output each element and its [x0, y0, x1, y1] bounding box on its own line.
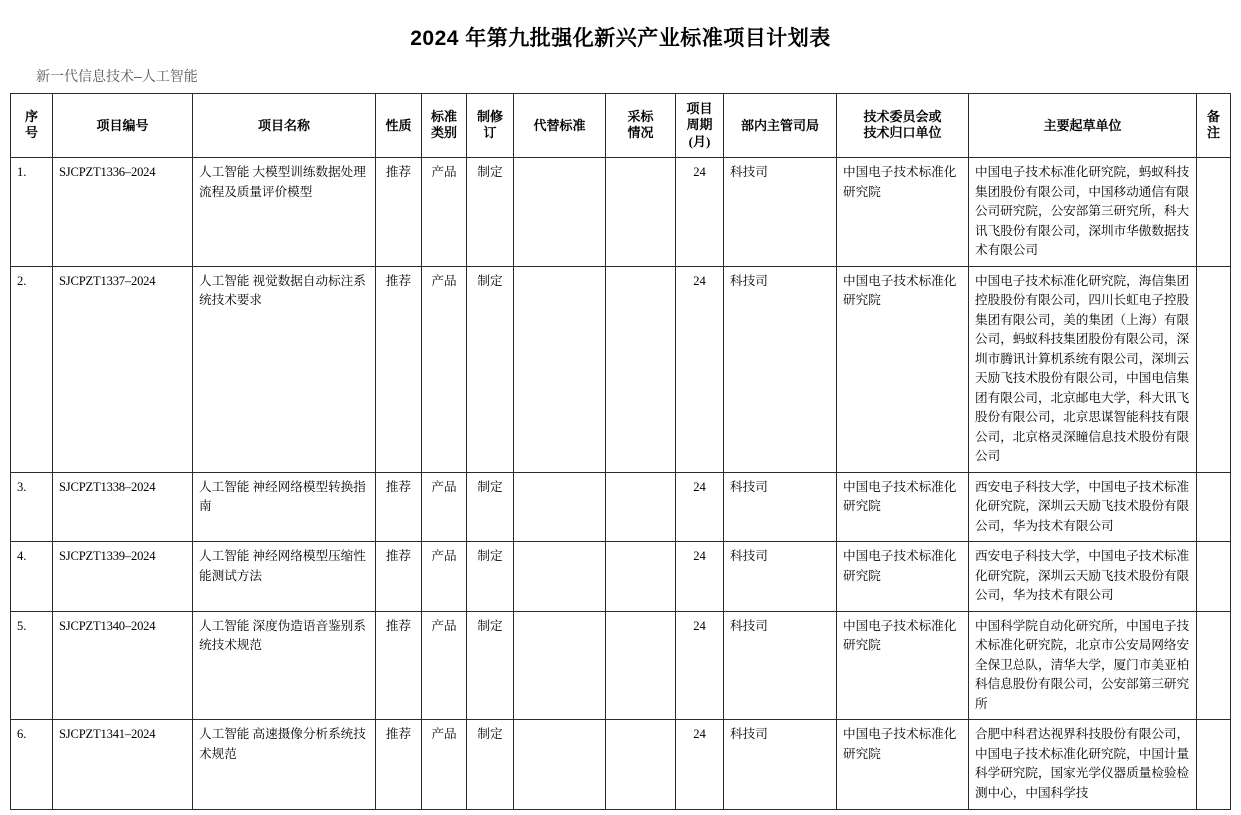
cell-name: 人工智能 视觉数据自动标注系统技术要求: [193, 266, 376, 472]
cell-drafting-organizations: 西安电子科技大学，中国电子技术标准化研究院，深圳云天励飞技术股份有限公司，华为技术有限公司: [969, 472, 1197, 542]
cell-technical-committee: 中国电子技术标准化研究院: [837, 266, 969, 472]
cell-category: 产品: [422, 611, 467, 720]
column-header-name: [193, 94, 376, 158]
cell-no: 3.: [11, 472, 53, 542]
cell-adoption: [606, 720, 676, 809]
cell-department: 科技司: [724, 266, 837, 472]
cell-name: 人工智能 神经网络模型压缩性能测试方法: [193, 542, 376, 612]
table-head: [11, 94, 1231, 158]
cell-nature: 推荐: [376, 158, 422, 267]
column-header-category-label: 标准 类别: [430, 109, 457, 141]
column-header-nature-label: 性质: [385, 117, 412, 133]
table-row: [11, 720, 1231, 809]
cell-category: 产品: [422, 158, 467, 267]
column-header-code: [53, 94, 193, 158]
page-title: 2024 年第九批强化新兴产业标准项目计划表: [410, 27, 831, 50]
cell-revision: 制定: [467, 611, 514, 720]
table-row: [11, 472, 1231, 542]
cell-name: 人工智能 深度伪造语音鉴别系统技术规范: [193, 611, 376, 720]
cell-code: SJCPZT1341–2024: [53, 720, 193, 809]
cell-drafting-organizations: 中国电子技术标准化研究院，蚂蚁科技集团股份有限公司，中国移动通信有限公司研究院，公安部第三研究所，科大讯飞股份有限公司，深圳市华傲数据技术有限公司: [969, 158, 1197, 267]
cell-replaced: [514, 611, 606, 720]
column-header-category: [422, 94, 467, 158]
cell-code: SJCPZT1338–2024: [53, 472, 193, 542]
cell-replaced: [514, 542, 606, 612]
column-header-technical-committee: [837, 94, 969, 158]
cell-replaced: [514, 158, 606, 267]
cell-cycle: 24: [676, 720, 724, 809]
cell-remark: [1197, 158, 1231, 267]
cell-name: 人工智能 大模型训练数据处理流程及质量评价模型: [193, 158, 376, 267]
cell-no: 6.: [11, 720, 53, 809]
table-header-row: [11, 94, 1231, 158]
column-header-department-label: 部内主管司局: [740, 117, 819, 133]
cell-cycle: 24: [676, 158, 724, 267]
column-header-department: [724, 94, 837, 158]
cell-cycle: 24: [676, 542, 724, 612]
cell-nature: 推荐: [376, 472, 422, 542]
column-header-revision-label: 制修 订: [476, 109, 503, 141]
cell-revision: 制定: [467, 720, 514, 809]
column-header-remark: [1197, 94, 1231, 158]
cell-remark: [1197, 472, 1231, 542]
cell-code: SJCPZT1340–2024: [53, 611, 193, 720]
table-body: [11, 158, 1231, 809]
cell-adoption: [606, 611, 676, 720]
cell-technical-committee: 中国电子技术标准化研究院: [837, 611, 969, 720]
cell-adoption: [606, 266, 676, 472]
cell-no: 2.: [11, 266, 53, 472]
table-row: [11, 158, 1231, 267]
column-header-code-label: 项目编号: [96, 117, 149, 133]
cell-no: 1.: [11, 158, 53, 267]
table-row: [11, 266, 1231, 472]
cell-category: 产品: [422, 472, 467, 542]
cell-replaced: [514, 266, 606, 472]
cell-replaced: [514, 720, 606, 809]
cell-revision: 制定: [467, 542, 514, 612]
table-row: [11, 611, 1231, 720]
cell-no: 5.: [11, 611, 53, 720]
column-header-drafting-organizations: [969, 94, 1197, 158]
cell-no: 4.: [11, 542, 53, 612]
cell-nature: 推荐: [376, 542, 422, 612]
column-header-nature: [376, 94, 422, 158]
cell-drafting-organizations: 中国科学院自动化研究所，中国电子技术标准化研究院，北京市公安局网络安全保卫总队，清华大学，厦门市美亚柏科信息股份有限公司，公安部第三研究所: [969, 611, 1197, 720]
column-header-technical-committee-label: 技术委员会或 技术归口单位: [863, 109, 942, 141]
cell-adoption: [606, 158, 676, 267]
cell-code: SJCPZT1337–2024: [53, 266, 193, 472]
column-header-adoption: [606, 94, 676, 158]
cell-category: 产品: [422, 720, 467, 809]
column-header-replaced-label: 代替标准: [533, 117, 586, 133]
cell-name: 人工智能 高速摄像分析系统技术规范: [193, 720, 376, 809]
cell-code: SJCPZT1336–2024: [53, 158, 193, 267]
cell-code: SJCPZT1339–2024: [53, 542, 193, 612]
table-row: [11, 542, 1231, 612]
cell-department: 科技司: [724, 158, 837, 267]
cell-technical-committee: 中国电子技术标准化研究院: [837, 158, 969, 267]
column-header-name-label: 项目名称: [257, 117, 310, 133]
column-header-drafting-organizations-label: 主要起草单位: [1043, 117, 1122, 133]
cell-adoption: [606, 472, 676, 542]
cell-nature: 推荐: [376, 720, 422, 809]
cell-cycle: 24: [676, 266, 724, 472]
column-header-no: [11, 94, 53, 158]
cell-technical-committee: 中国电子技术标准化研究院: [837, 720, 969, 809]
cell-drafting-organizations: 西安电子科技大学，中国电子技术标准化研究院，深圳云天励飞技术股份有限公司，华为技术有限公司: [969, 542, 1197, 612]
column-header-cycle-label: 项目 周期 (月): [686, 101, 713, 149]
cell-nature: 推荐: [376, 266, 422, 472]
column-header-revision: [467, 94, 514, 158]
cell-drafting-organizations: 中国电子技术标准化研究院，海信集团控股股份有限公司，四川长虹电子控股集团有限公司，美的集团（上海）有限公司，蚂蚁科技集团股份有限公司，深圳市腾讯计算机系统有限公司，深圳云天励飞技术股份有限公司，中国电信集团有限公司，北京邮电大学，科大讯飞股份有限公司，北京思谋智能科技有限公司，北京格灵深瞳信息技术股份有限公司: [969, 266, 1197, 472]
cell-revision: 制定: [467, 158, 514, 267]
column-header-cycle: [676, 94, 724, 158]
cell-technical-committee: 中国电子技术标准化研究院: [837, 542, 969, 612]
cell-name: 人工智能 神经网络模型转换指南: [193, 472, 376, 542]
cell-department: 科技司: [724, 611, 837, 720]
cell-remark: [1197, 720, 1231, 809]
cell-department: 科技司: [724, 720, 837, 809]
cell-remark: [1197, 611, 1231, 720]
cell-remark: [1197, 542, 1231, 612]
cell-category: 产品: [422, 266, 467, 472]
cell-remark: [1197, 266, 1231, 472]
cell-adoption: [606, 542, 676, 612]
column-header-adoption-label: 采标 情况: [627, 109, 654, 141]
column-header-remark-label: 备 注: [1206, 109, 1220, 141]
cell-nature: 推荐: [376, 611, 422, 720]
cell-cycle: 24: [676, 611, 724, 720]
cell-revision: 制定: [467, 472, 514, 542]
standards-plan-table: [10, 93, 1231, 810]
document-page: [0, 22, 1241, 810]
cell-department: 科技司: [724, 472, 837, 542]
cell-drafting-organizations: 合肥中科君达视界科技股份有限公司，中国电子技术标准化研究院，中国计量科学研究院，国家光学仪器质量检验检测中心，中国科学技: [969, 720, 1197, 809]
cell-technical-committee: 中国电子技术标准化研究院: [837, 472, 969, 542]
cell-category: 产品: [422, 542, 467, 612]
cell-replaced: [514, 472, 606, 542]
cell-department: 科技司: [724, 542, 837, 612]
column-header-no-label: 序 号: [24, 109, 38, 141]
cell-revision: 制定: [467, 266, 514, 472]
column-header-replaced: [514, 94, 606, 158]
section-label: 新一代信息技术–人工智能: [36, 68, 198, 84]
cell-cycle: 24: [676, 472, 724, 542]
